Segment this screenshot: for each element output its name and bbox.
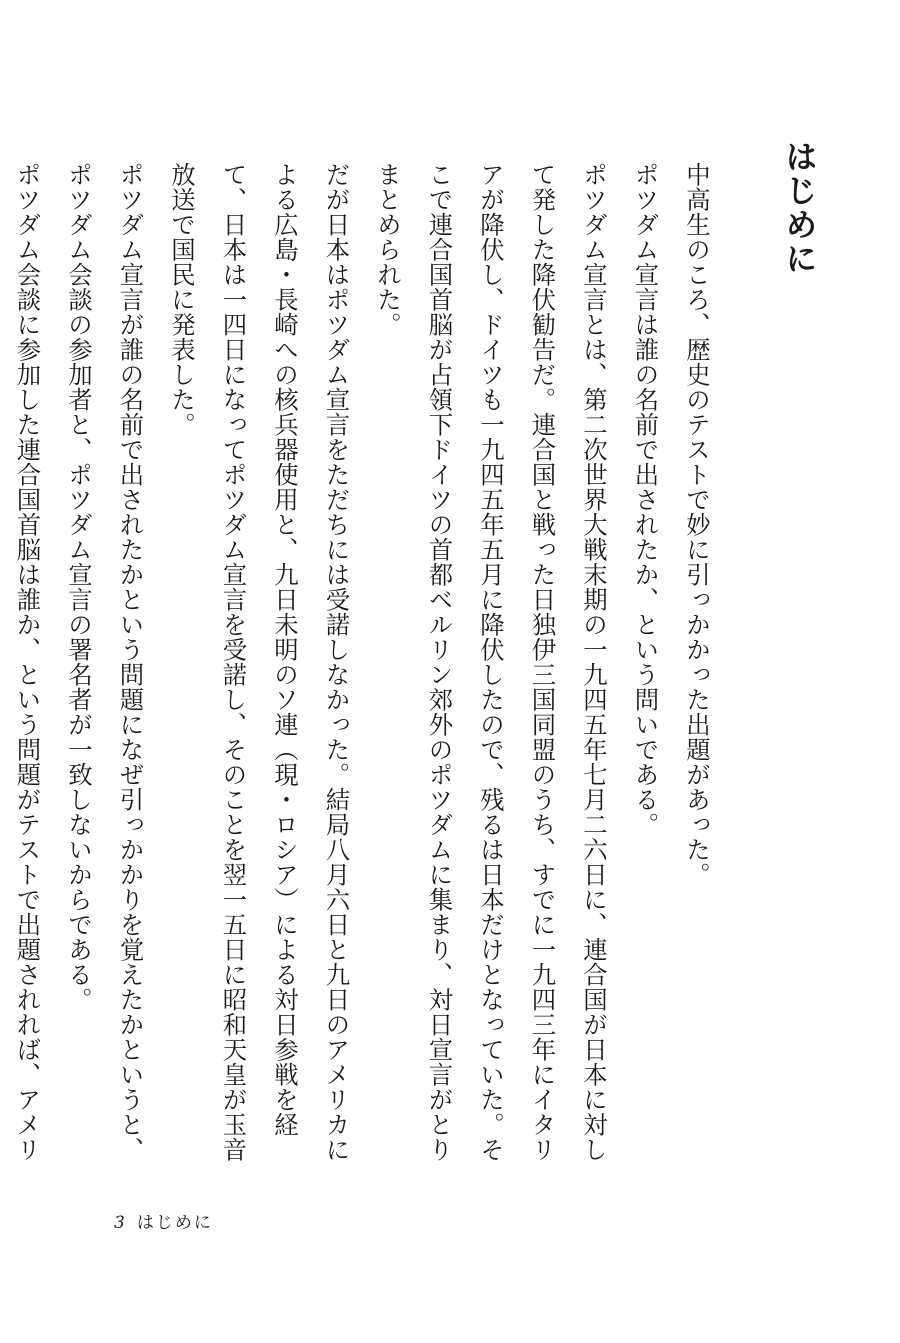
paragraph-5: ポツダム宣言が誰の名前で出されたかという問題になぜ引っかかりを覚えたかというと、ポツダム会談の参加者と、ポツダム宣言の署名者が一致しないからである。 <box>64 162 145 1162</box>
paragraph-3: ポツダム宣言とは、第二次世界大戦末期の一九四五年七月二六日に、連合国が日本に対して発した降伏勧告だ。連合国と戦った日独伊三国同盟のうち、すでに一九四三年にイタリアが降伏し、ドイツも一九四五年五月に降伏したので、残るは日本だけとなっていた。そこで連合国首脳が占領下ドイツの首都ベルリン郊外のポツダムに集まり、対日宣言がとりまとめられた。 <box>373 162 608 1162</box>
running-head: はじめに <box>136 1213 213 1233</box>
page-number: 3 <box>114 1213 125 1233</box>
page-footer <box>114 1208 213 1233</box>
paragraph-4: だが日本はポツダム宣言をただちには受諾しなかった。結局八月六日と九日のアメリカによる広島・長崎への核兵器使用と、九日未明のソ連（現・ロシア）による対日参戦を経て、日本は一四日になってポツダム宣言を受諾し、そのことを翌一五日に昭和天皇が玉音放送で国民に発表した。 <box>167 162 351 1162</box>
body-text <box>12 162 722 1162</box>
chapter-title: はじめに <box>780 140 819 276</box>
paragraph-1: 中高生のころ、歴史のテストで妙に引っかかった出題があった。 <box>682 162 711 887</box>
paragraph-2: ポツダム宣言は誰の名前で出されたか、という問いである。 <box>630 162 660 837</box>
paragraph-6: ポツダム会談に参加した連合国首脳は誰か、という問題がテストで出題されれば、アメリ <box>12 162 42 1162</box>
